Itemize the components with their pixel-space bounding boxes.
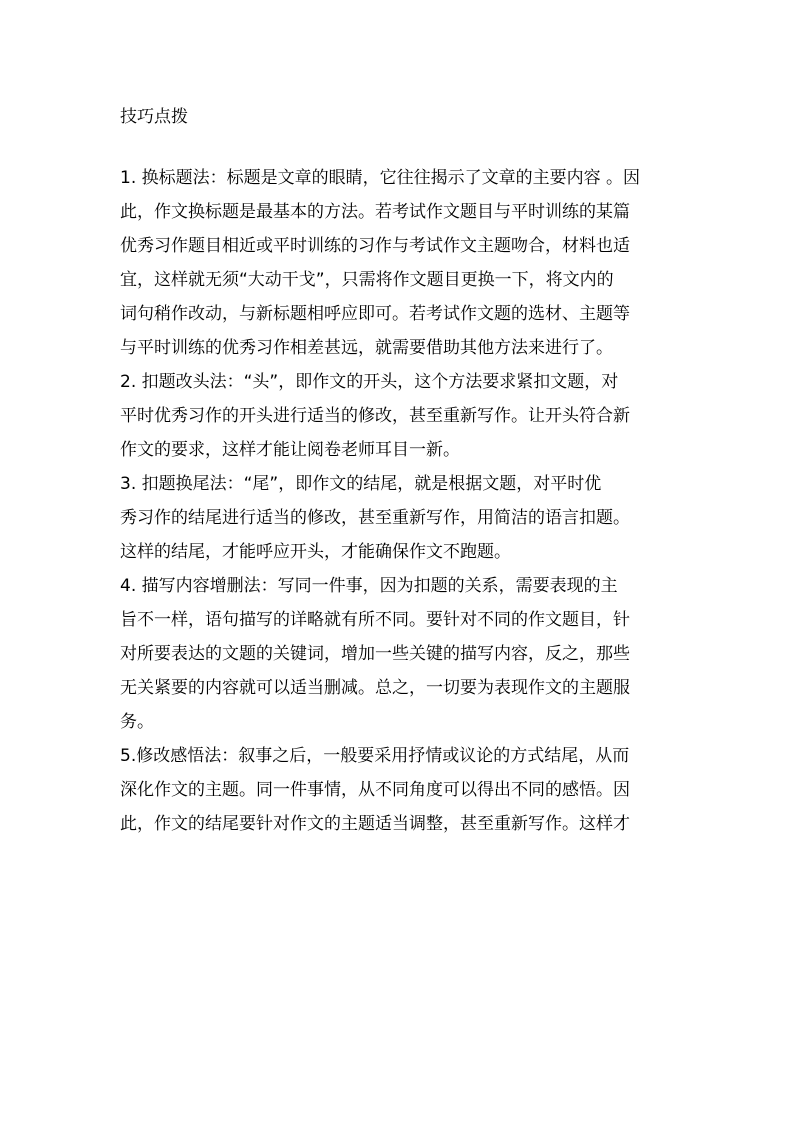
text-line: 宜，这样就无须“大动干戈”，只需将作文题目更换一下，将文内的 [120, 270, 614, 290]
text-line: 务。 [120, 712, 154, 732]
text-line: 5.修改感悟法：叙事之后，一般要采用抒情或议论的方式结尾，从而 [120, 746, 630, 766]
text-line: 深化作文的主题。同一件事情，从不同角度可以得出不同的感悟。因 [120, 780, 630, 800]
text-line: 1. 换标题法：标题是文章的眼睛，它往往揭示了文章的主要内容 。因 [120, 168, 641, 188]
text-line: 作文的要求，这样才能让阅卷老师耳目一新。 [120, 440, 460, 460]
text-line: 4. 描写内容增删法：写同一件事，因为扣题的关系，需要表现的主 [120, 576, 618, 596]
text-line: 优秀习作题目相近或平时训练的习作与考试作文主题吻合，材料也适 [120, 236, 630, 256]
text-line: 秀习作的结尾进行适当的修改，甚至重新写作，用简洁的语言扣题。 [120, 508, 630, 528]
text-line: 无关紧要的内容就可以适当删减。总之，一切要为表现作文的主题服 [120, 678, 630, 698]
text-line: 对所要表达的文题的关键词，增加一些关键的描写内容，反之，那些 [120, 644, 630, 664]
text-line: 与平时训练的优秀习作相差甚远，就需要借助其他方法来进行了。 [120, 338, 613, 358]
body-text [120, 127, 680, 841]
text-line: 词句稍作改动，与新标题相呼应即可。若考试作文题的选材、主题等 [120, 304, 630, 324]
text-line: 此，作文的结尾要针对作文的主题适当调整，甚至重新写作。这样才 [120, 814, 630, 834]
section-heading: 技巧点拨 [120, 107, 188, 127]
text-line: 平时优秀习作的开头进行适当的修改，甚至重新写作。让开头符合新 [120, 406, 630, 426]
text-line: 2. 扣题改头法：“头”，即作文的开头，这个方法要求紧扣文题，对 [120, 372, 619, 392]
text-line: 此，作文换标题是最基本的方法。若考试作文题目与平时训练的某篇 [120, 202, 630, 222]
text-line: 旨不一样，语句描写的详略就有所不同。要针对不同的作文题目，针 [120, 610, 630, 630]
text-line: 3. 扣题换尾法：“尾”，即作文的结尾，就是根据文题，对平时优 [120, 474, 602, 494]
text-line: 这样的结尾，才能呼应开头，才能确保作文不跑题。 [120, 542, 511, 562]
blank-line [120, 127, 680, 161]
